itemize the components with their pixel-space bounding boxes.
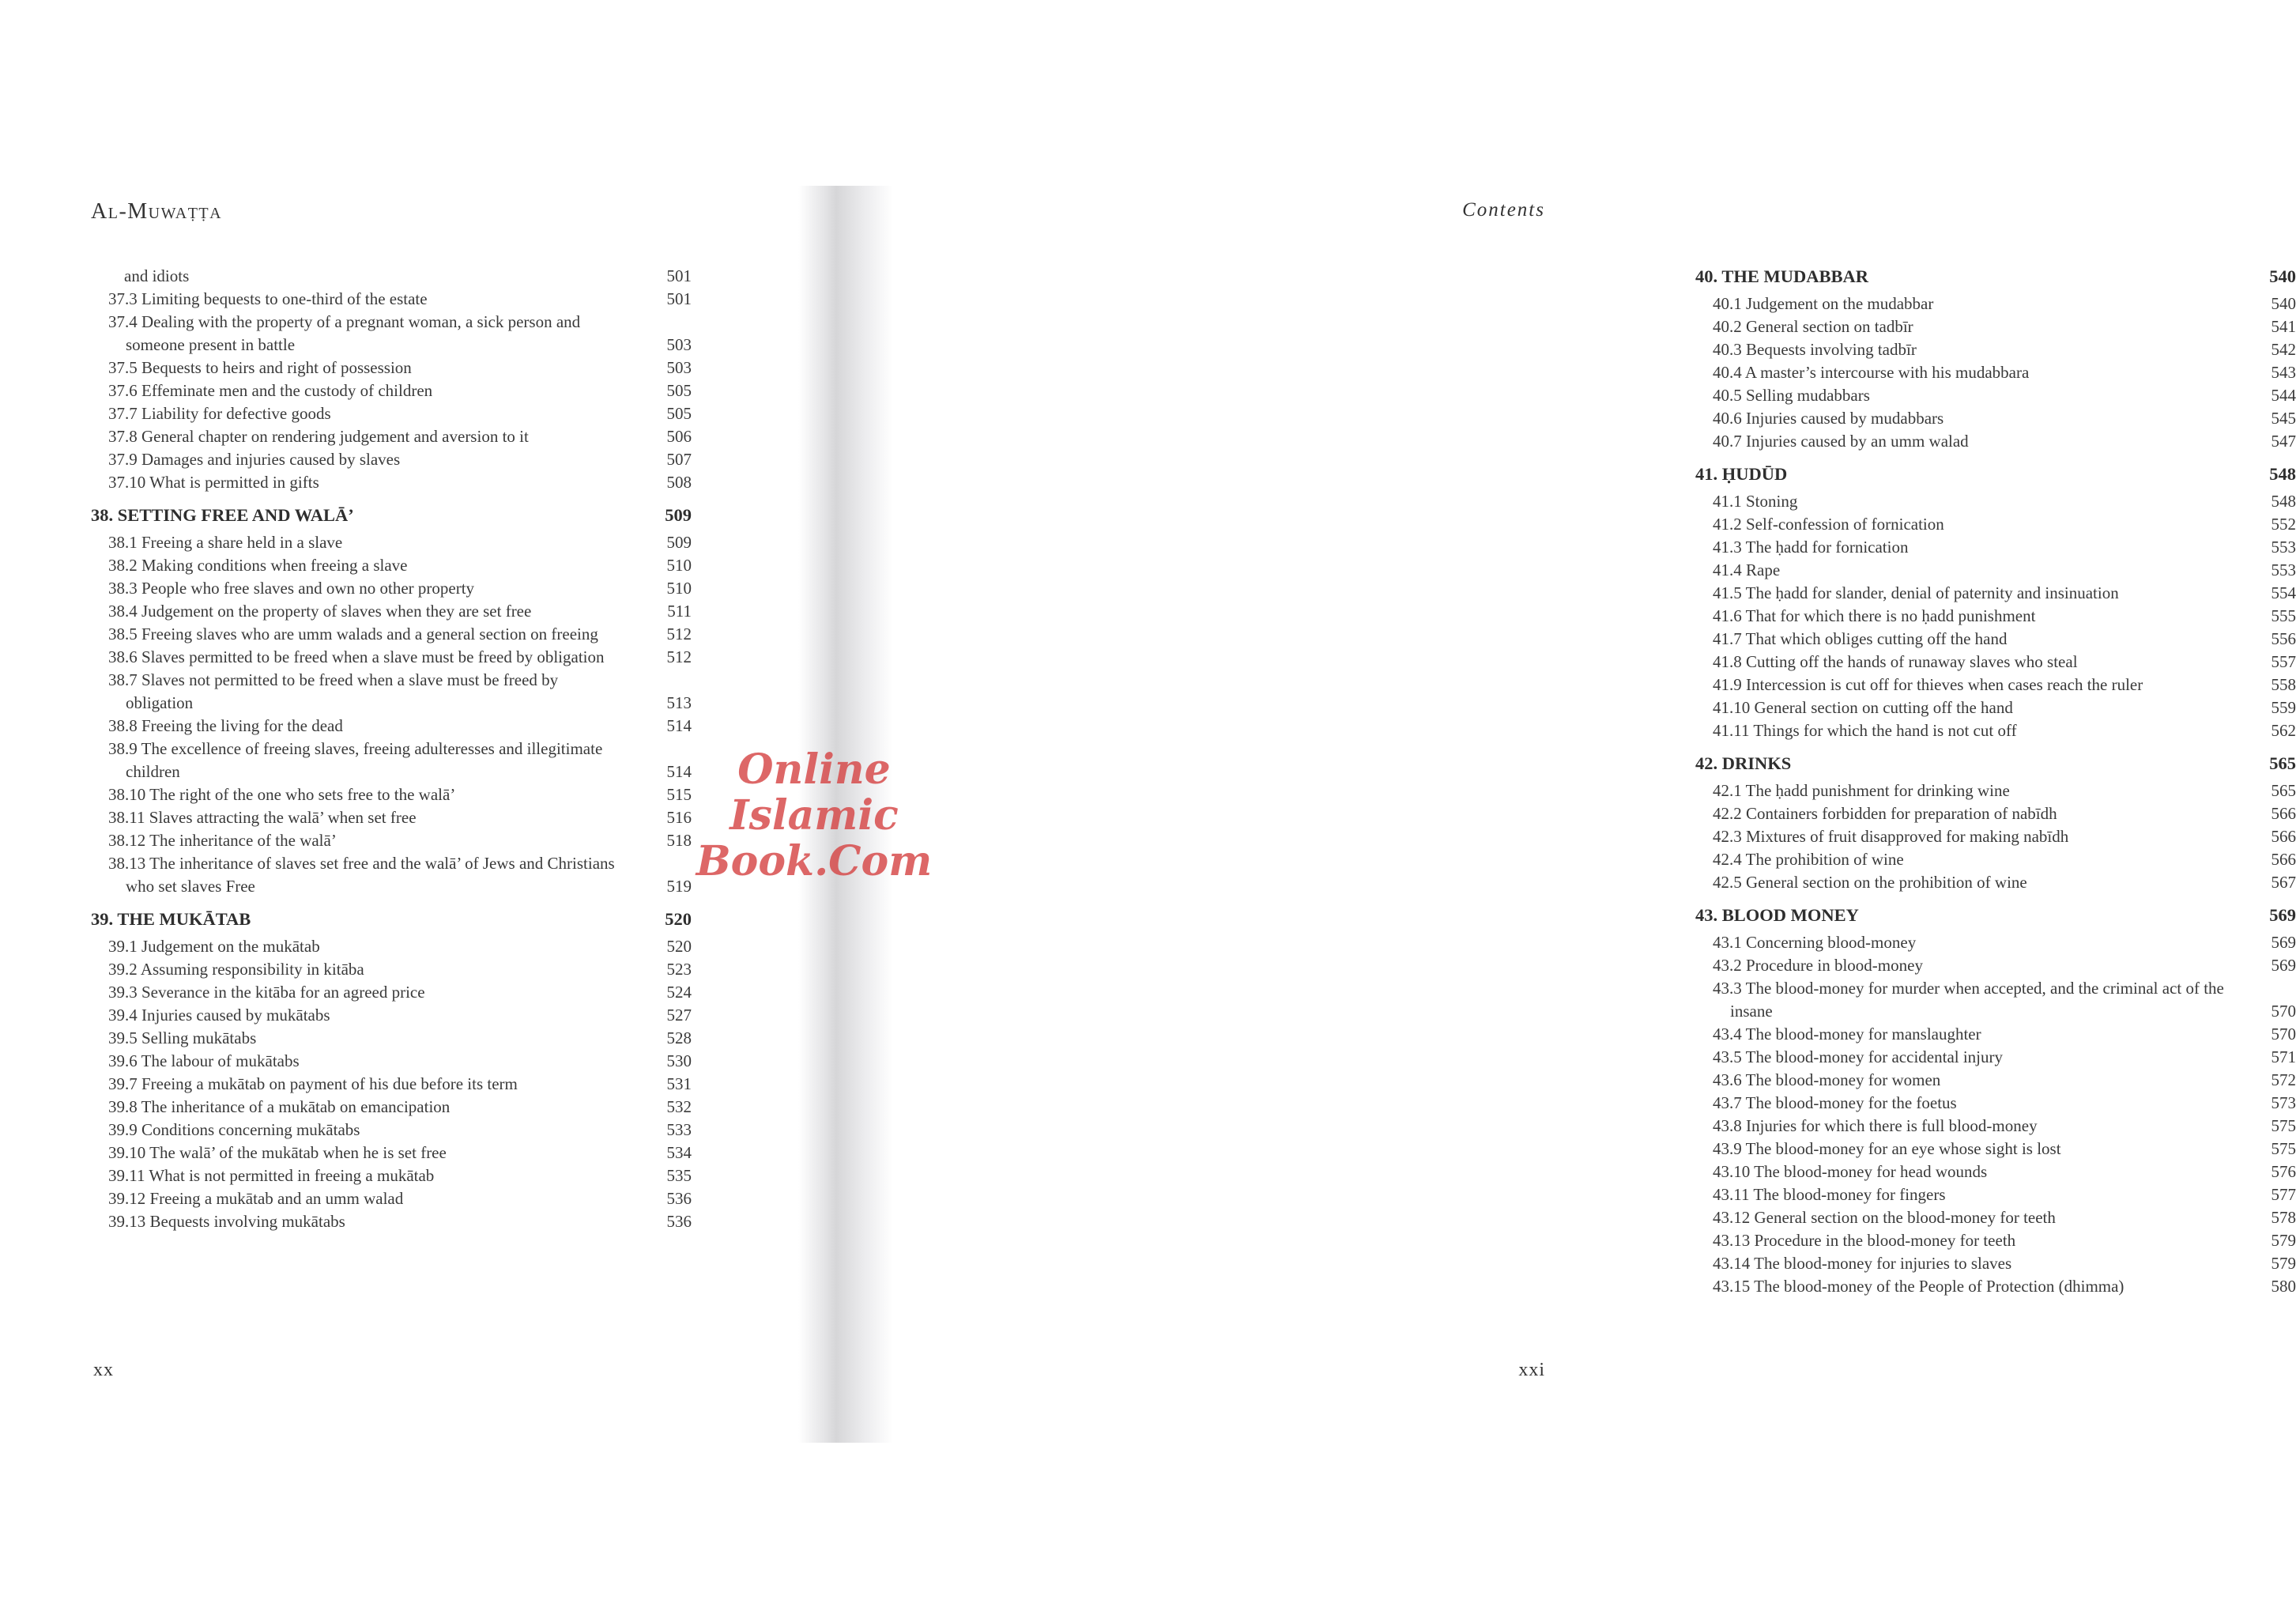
toc-entry <box>1695 1229 2296 1252</box>
toc-page-number: 512 <box>666 625 692 643</box>
toc-entry <box>1695 1138 2296 1160</box>
toc-entry <box>91 935 692 958</box>
toc-entry-title: 37.8 General chapter on rendering judgement and aversion to it <box>108 427 529 446</box>
toc-entry-title: 40.4 A master’s intercourse with his mudabbara <box>1713 363 2030 382</box>
toc-entry <box>1695 1252 2296 1275</box>
toc-page-number: 579 <box>2271 1231 2296 1250</box>
toc-entry-title: 43.14 The blood-money for injuries to slaves <box>1713 1254 2012 1273</box>
toc-entry <box>1695 361 2296 384</box>
running-head-left: Al-Muwaṭṭa <box>91 199 223 224</box>
toc-entry <box>1695 536 2296 559</box>
toc-entry <box>1695 977 2296 1023</box>
toc-chapter-heading <box>1695 752 2296 775</box>
toc-entry-title: 37.10 What is permitted in gifts <box>108 473 319 492</box>
toc-entry-title: 40.1 Judgement on the mudabbar <box>1713 294 1934 313</box>
toc-page-number: 578 <box>2271 1208 2296 1227</box>
toc-page-number: 505 <box>666 404 692 423</box>
toc-page-number: 553 <box>2271 538 2296 557</box>
toc-entry-title: 42.4 The prohibition of wine <box>1713 850 1904 869</box>
toc-entry-title: 39.4 Injuries caused by mukātabs <box>108 1006 330 1025</box>
toc-entry <box>91 1027 692 1050</box>
toc-entry-title: 42.2 Containers forbidden for preparation of nabīdh <box>1713 804 2057 823</box>
toc-entry <box>91 1004 692 1027</box>
toc-entry-title: 43.5 The blood-money for accidental injury <box>1713 1047 2004 1066</box>
toc-page-number: 556 <box>2271 629 2296 648</box>
toc-entry <box>91 288 692 311</box>
toc-entry-title: 41.7 That which obliges cutting off the hand <box>1713 629 2008 648</box>
toc-entry <box>91 425 692 448</box>
toc-entry-title: 43.8 Injuries for which there is full blood-money <box>1713 1116 2038 1135</box>
toc-entry-title: 41.4 Rape <box>1713 560 1781 579</box>
toc-entry-title: 38.7 Slaves not permitted to be freed when a slave must be freed by obligation <box>108 670 559 712</box>
toc-page-number: 534 <box>666 1143 692 1162</box>
toc-entry-title: 42.5 General section on the prohibition of wine <box>1713 873 2027 892</box>
toc-entry-title: 39.12 Freeing a mukātab and an umm walad <box>108 1189 404 1208</box>
toc-page-number: 532 <box>666 1097 692 1116</box>
toc-entry <box>91 402 692 425</box>
toc-page-number: 557 <box>2271 652 2296 671</box>
toc-entry <box>91 738 692 783</box>
toc-page-number: 571 <box>2271 1047 2296 1066</box>
toc-page-number: 565 <box>2269 753 2296 773</box>
toc-entry <box>91 379 692 402</box>
toc-entry-title: 40.6 Injuries caused by mudabbars <box>1713 409 1944 428</box>
toc-entry-title: 37.3 Limiting bequests to one-third of the estate <box>108 289 428 308</box>
toc-page-number: 558 <box>2271 675 2296 694</box>
toc-page-number: 579 <box>2271 1254 2296 1273</box>
toc-entry <box>91 1187 692 1210</box>
toc-entry-title: 40.7 Injuries caused by an umm walad <box>1713 432 1969 451</box>
toc-entry <box>1695 1115 2296 1138</box>
toc-entry-title: 43.6 The blood-money for women <box>1713 1070 1941 1089</box>
toc-page-number: 548 <box>2271 492 2296 511</box>
toc-entry-title: 38.1 Freeing a share held in a slave <box>108 533 343 552</box>
toc-entry <box>91 531 692 554</box>
toc-page-number: 524 <box>666 983 692 1002</box>
toc-entry <box>91 806 692 829</box>
toc-page-number: 569 <box>2271 933 2296 952</box>
toc-entry-title: 40.5 Selling mudabbars <box>1713 386 1870 405</box>
toc-entry-title: 41.11 Things for which the hand is not cut off <box>1713 721 2017 740</box>
toc-entry-title: 39.10 The walā’ of the mukātab when he is set free <box>108 1143 447 1162</box>
toc-entry <box>1695 559 2296 582</box>
toc-page-number: 559 <box>2271 698 2296 717</box>
toc-page-number: 566 <box>2271 850 2296 869</box>
toc-right <box>1695 265 2296 1298</box>
toc-chapter-heading <box>91 908 692 930</box>
toc-page-number: 566 <box>2271 827 2296 846</box>
toc-entry-title: 37.6 Effeminate men and the custody of children <box>108 381 433 400</box>
running-head-right: Contents <box>1462 199 1545 221</box>
toc-entry <box>1695 407 2296 430</box>
toc-page-number: 572 <box>2271 1070 2296 1089</box>
toc-entry-title: 39.2 Assuming responsibility in kitāba <box>108 960 364 979</box>
toc-entry-title: 39.5 Selling mukātabs <box>108 1028 257 1047</box>
toc-entry <box>91 577 692 600</box>
toc-entry <box>91 1096 692 1119</box>
toc-entry-title: 42.1 The ḥadd punishment for drinking wine <box>1713 781 2010 800</box>
toc-entry-title: 38.4 Judgement on the property of slaves when they are set free <box>108 602 532 621</box>
toc-page-number: 520 <box>665 909 692 929</box>
toc-entry <box>1695 1046 2296 1069</box>
toc-page-number: 569 <box>2269 905 2296 925</box>
toc-page-number: 509 <box>666 533 692 552</box>
toc-entry-title: 42.3 Mixtures of fruit disapproved for making nabīdh <box>1713 827 2069 846</box>
toc-page-number: 554 <box>2271 583 2296 602</box>
watermark-line-1: Online Islamic <box>730 745 899 840</box>
toc-entry <box>1695 1206 2296 1229</box>
toc-entry <box>1695 871 2296 894</box>
toc-entry-title: 39.3 Severance in the kitāba for an agreed price <box>108 983 425 1002</box>
toc-entry <box>91 669 692 715</box>
toc-entry <box>91 1164 692 1187</box>
toc-entry <box>91 471 692 494</box>
toc-page-number: 569 <box>2271 956 2296 975</box>
toc-page-number: 520 <box>666 937 692 956</box>
toc-entry <box>91 958 692 981</box>
folio-left: xx <box>93 1360 114 1380</box>
toc-page-number: 501 <box>666 266 692 285</box>
toc-page-number: 528 <box>666 1028 692 1047</box>
toc-entry-title: 37.5 Bequests to heirs and right of possession <box>108 358 412 377</box>
toc-entry-title: 38.9 The excellence of freeing slaves, freeing adulteresses and illegitimate children <box>108 739 603 781</box>
toc-entry <box>91 1050 692 1073</box>
toc-entry <box>91 783 692 806</box>
toc-entry <box>1695 430 2296 453</box>
toc-page-number: 566 <box>2271 804 2296 823</box>
toc-chapter-heading <box>1695 904 2296 926</box>
toc-entry <box>91 829 692 852</box>
toc-entry <box>1695 628 2296 651</box>
toc-entry-title: 38.11 Slaves attracting the walā’ when set free <box>108 808 417 827</box>
toc-entry <box>91 600 692 623</box>
toc-page-number: 515 <box>666 785 692 804</box>
toc-page-number: 575 <box>2271 1139 2296 1158</box>
toc-entry-title: 43.10 The blood-money for head wounds <box>1713 1162 1988 1181</box>
toc-entry <box>1695 825 2296 848</box>
toc-entry <box>1695 802 2296 825</box>
toc-page-number: 507 <box>666 450 692 469</box>
toc-page-number: 533 <box>666 1120 692 1139</box>
toc-entry <box>1695 719 2296 742</box>
toc-page-number: 553 <box>2271 560 2296 579</box>
toc-entry <box>1695 1092 2296 1115</box>
toc-entry <box>1695 605 2296 628</box>
toc-entry-title: 40.2 General section on tadbīr <box>1713 317 1913 336</box>
toc-entry-title: 37.4 Dealing with the property of a pregnant woman, a sick person and someone present in battle <box>108 312 581 354</box>
toc-page-number: 536 <box>666 1212 692 1231</box>
toc-page-number: 527 <box>666 1006 692 1025</box>
toc-page-number: 575 <box>2271 1116 2296 1135</box>
toc-page-number: 514 <box>666 762 692 781</box>
toc-page-number: 567 <box>2271 873 2296 892</box>
toc-entry-title: 43.7 The blood-money for the foetus <box>1713 1093 1957 1112</box>
toc-entry <box>1695 931 2296 954</box>
toc-page-number: 503 <box>666 358 692 377</box>
toc-entry <box>91 852 692 898</box>
toc-page-number: 562 <box>2271 721 2296 740</box>
toc-page-number: 540 <box>2271 294 2296 313</box>
toc-entry-title: 43.3 The blood-money for murder when accepted, and the criminal act of the insane <box>1713 979 2224 1021</box>
toc-page-number: 543 <box>2271 363 2296 382</box>
toc-page-number: 501 <box>666 289 692 308</box>
toc-entry-title: 43.15 The blood-money of the People of Protection (dhimma) <box>1713 1277 2124 1296</box>
watermark <box>648 747 980 885</box>
toc-entry-title: 38.8 Freeing the living for the dead <box>108 716 343 735</box>
toc-entry-title: 38.12 The inheritance of the walā’ <box>108 831 337 850</box>
toc-entry-title: 39.8 The inheritance of a mukātab on emancipation <box>108 1097 451 1116</box>
toc-entry-title: 37.7 Liability for defective goods <box>108 404 331 423</box>
toc-entry-title: 38. SETTING FREE AND WALĀ’ <box>91 505 354 525</box>
toc-entry-title: 41.8 Cutting off the hands of runaway slaves who steal <box>1713 652 2078 671</box>
toc-entry-title: 41.2 Self-confession of fornication <box>1713 515 1944 534</box>
toc-page-number: 518 <box>666 831 692 850</box>
toc-entry-title: 40. THE MUDABBAR <box>1695 266 1868 286</box>
toc-entry <box>1695 1183 2296 1206</box>
toc-chapter-heading <box>1695 462 2296 485</box>
toc-page-number: 535 <box>666 1166 692 1185</box>
toc-entry <box>91 715 692 738</box>
toc-entry <box>91 448 692 471</box>
toc-entry-title: 39.1 Judgement on the mukātab <box>108 937 320 956</box>
toc-page-number: 503 <box>666 335 692 354</box>
toc-entry <box>1695 696 2296 719</box>
toc-page-number: 516 <box>666 808 692 827</box>
toc-entry <box>1695 1160 2296 1183</box>
toc-entry <box>1695 384 2296 407</box>
toc-entry-title: 38.6 Slaves permitted to be freed when a slave must be freed by obligation <box>108 647 605 666</box>
toc-page-number: 511 <box>667 602 692 621</box>
toc-page-number: 519 <box>666 877 692 896</box>
toc-entry-title: 38.3 People who free slaves and own no other property <box>108 579 475 598</box>
toc-page-number: 545 <box>2271 409 2296 428</box>
toc-entry <box>91 1210 692 1233</box>
toc-entry <box>1695 338 2296 361</box>
toc-page-number: 508 <box>666 473 692 492</box>
toc-entry <box>1695 292 2296 315</box>
toc-page-number: 505 <box>666 381 692 400</box>
toc-entry-title: 41.1 Stoning <box>1713 492 1798 511</box>
toc-entry-title: 39.9 Conditions concerning mukātabs <box>108 1120 360 1139</box>
toc-entry <box>1695 490 2296 513</box>
toc-entry <box>91 311 692 357</box>
toc-entry-title: 39.6 The labour of mukātabs <box>108 1051 300 1070</box>
toc-entry-title: 43.9 The blood-money for an eye whose sight is lost <box>1713 1139 2061 1158</box>
toc-page-number: 552 <box>2271 515 2296 534</box>
toc-entry <box>1695 674 2296 696</box>
toc-page-number: 509 <box>665 505 692 525</box>
toc-entry-title: and idiots <box>124 266 190 285</box>
toc-entry-continuation <box>91 265 692 288</box>
toc-entry <box>91 981 692 1004</box>
toc-entry <box>91 554 692 577</box>
toc-entry-title: 38.2 Making conditions when freeing a slave <box>108 556 408 575</box>
toc-page-number: 531 <box>666 1074 692 1093</box>
toc-page-number: 536 <box>666 1189 692 1208</box>
toc-entry-title: 43.1 Concerning blood-money <box>1713 933 1917 952</box>
toc-entry <box>1695 848 2296 871</box>
toc-entry <box>91 623 692 646</box>
toc-entry-title: 38.13 The inheritance of slaves set free and the walā’ of Jews and Christians who set slaves Free <box>108 854 615 896</box>
toc-page-number: 555 <box>2271 606 2296 625</box>
toc-entry <box>1695 1023 2296 1046</box>
toc-entry <box>91 646 692 669</box>
toc-entry-title: 38.5 Freeing slaves who are umm walads and a general section on freeing <box>108 625 598 643</box>
toc-page-number: 548 <box>2269 464 2296 484</box>
folio-right: xxi <box>1518 1360 1545 1380</box>
toc-entry-title: 43.12 General section on the blood-money for teeth <box>1713 1208 2056 1227</box>
toc-entry-title: 43.13 Procedure in the blood-money for teeth <box>1713 1231 2016 1250</box>
toc-entry-title: 43.2 Procedure in blood-money <box>1713 956 1923 975</box>
toc-entry-title: 43. BLOOD MONEY <box>1695 905 1859 925</box>
toc-entry-title: 40.3 Bequests involving tadbīr <box>1713 340 1917 359</box>
toc-entry-title: 38.10 The right of the one who sets free to the walā’ <box>108 785 456 804</box>
toc-entry-title: 41.3 The ḥadd for fornication <box>1713 538 1909 557</box>
toc-entry <box>91 1073 692 1096</box>
toc-page-number: 530 <box>666 1051 692 1070</box>
toc-page-number: 512 <box>666 647 692 666</box>
toc-entry-title: 41.10 General section on cutting off the hand <box>1713 698 2013 717</box>
toc-entry <box>91 1119 692 1142</box>
toc-entry-title: 41.9 Intercession is cut off for thieves when cases reach the ruler <box>1713 675 2143 694</box>
toc-entry <box>1695 582 2296 605</box>
toc-entry <box>1695 513 2296 536</box>
toc-entry <box>91 1142 692 1164</box>
toc-page-number: 510 <box>666 579 692 598</box>
toc-page-number: 506 <box>666 427 692 446</box>
toc-page-number: 541 <box>2271 317 2296 336</box>
toc-page-number: 523 <box>666 960 692 979</box>
toc-chapter-heading <box>1695 265 2296 288</box>
toc-page-number: 547 <box>2271 432 2296 451</box>
toc-entry <box>1695 651 2296 674</box>
toc-entry <box>1695 315 2296 338</box>
toc-entry-title: 39.13 Bequests involving mukātabs <box>108 1212 345 1231</box>
toc-entry <box>91 357 692 379</box>
toc-entry-title: 37.9 Damages and injuries caused by slaves <box>108 450 401 469</box>
toc-chapter-heading <box>91 504 692 526</box>
toc-page-number: 565 <box>2271 781 2296 800</box>
toc-page-number: 513 <box>666 693 692 712</box>
toc-page-number: 576 <box>2271 1162 2296 1181</box>
toc-page-number: 542 <box>2271 340 2296 359</box>
toc-entry-title: 42. DRINKS <box>1695 753 1792 773</box>
toc-page-number: 577 <box>2271 1185 2296 1204</box>
toc-page-number: 514 <box>666 716 692 735</box>
toc-entry <box>1695 954 2296 977</box>
toc-entry-title: 41. ḤUDŪD <box>1695 464 1788 484</box>
toc-entry <box>1695 1275 2296 1298</box>
toc-page-number: 570 <box>2271 1002 2296 1021</box>
watermark-line-2: Book.Com <box>696 837 933 885</box>
toc-page-number: 544 <box>2271 386 2296 405</box>
toc-entry-title: 39. THE MUKĀTAB <box>91 909 251 929</box>
toc-entry-title: 41.5 The ḥadd for slander, denial of paternity and insinuation <box>1713 583 2119 602</box>
toc-entry-title: 41.6 That for which there is no ḥadd punishment <box>1713 606 2036 625</box>
toc-page-number: 510 <box>666 556 692 575</box>
toc-entry <box>1695 779 2296 802</box>
toc-entry-title: 39.7 Freeing a mukātab on payment of his due before its term <box>108 1074 518 1093</box>
toc-left <box>91 265 692 1233</box>
toc-page-number: 573 <box>2271 1093 2296 1112</box>
toc-page-number: 570 <box>2271 1025 2296 1043</box>
toc-page-number: 580 <box>2271 1277 2296 1296</box>
toc-entry-title: 39.11 What is not permitted in freeing a mukātab <box>108 1166 435 1185</box>
toc-entry-title: 43.4 The blood-money for manslaughter <box>1713 1025 1981 1043</box>
toc-entry <box>1695 1069 2296 1092</box>
toc-page-number: 540 <box>2269 266 2296 286</box>
toc-entry-title: 43.11 The blood-money for fingers <box>1713 1185 1946 1204</box>
